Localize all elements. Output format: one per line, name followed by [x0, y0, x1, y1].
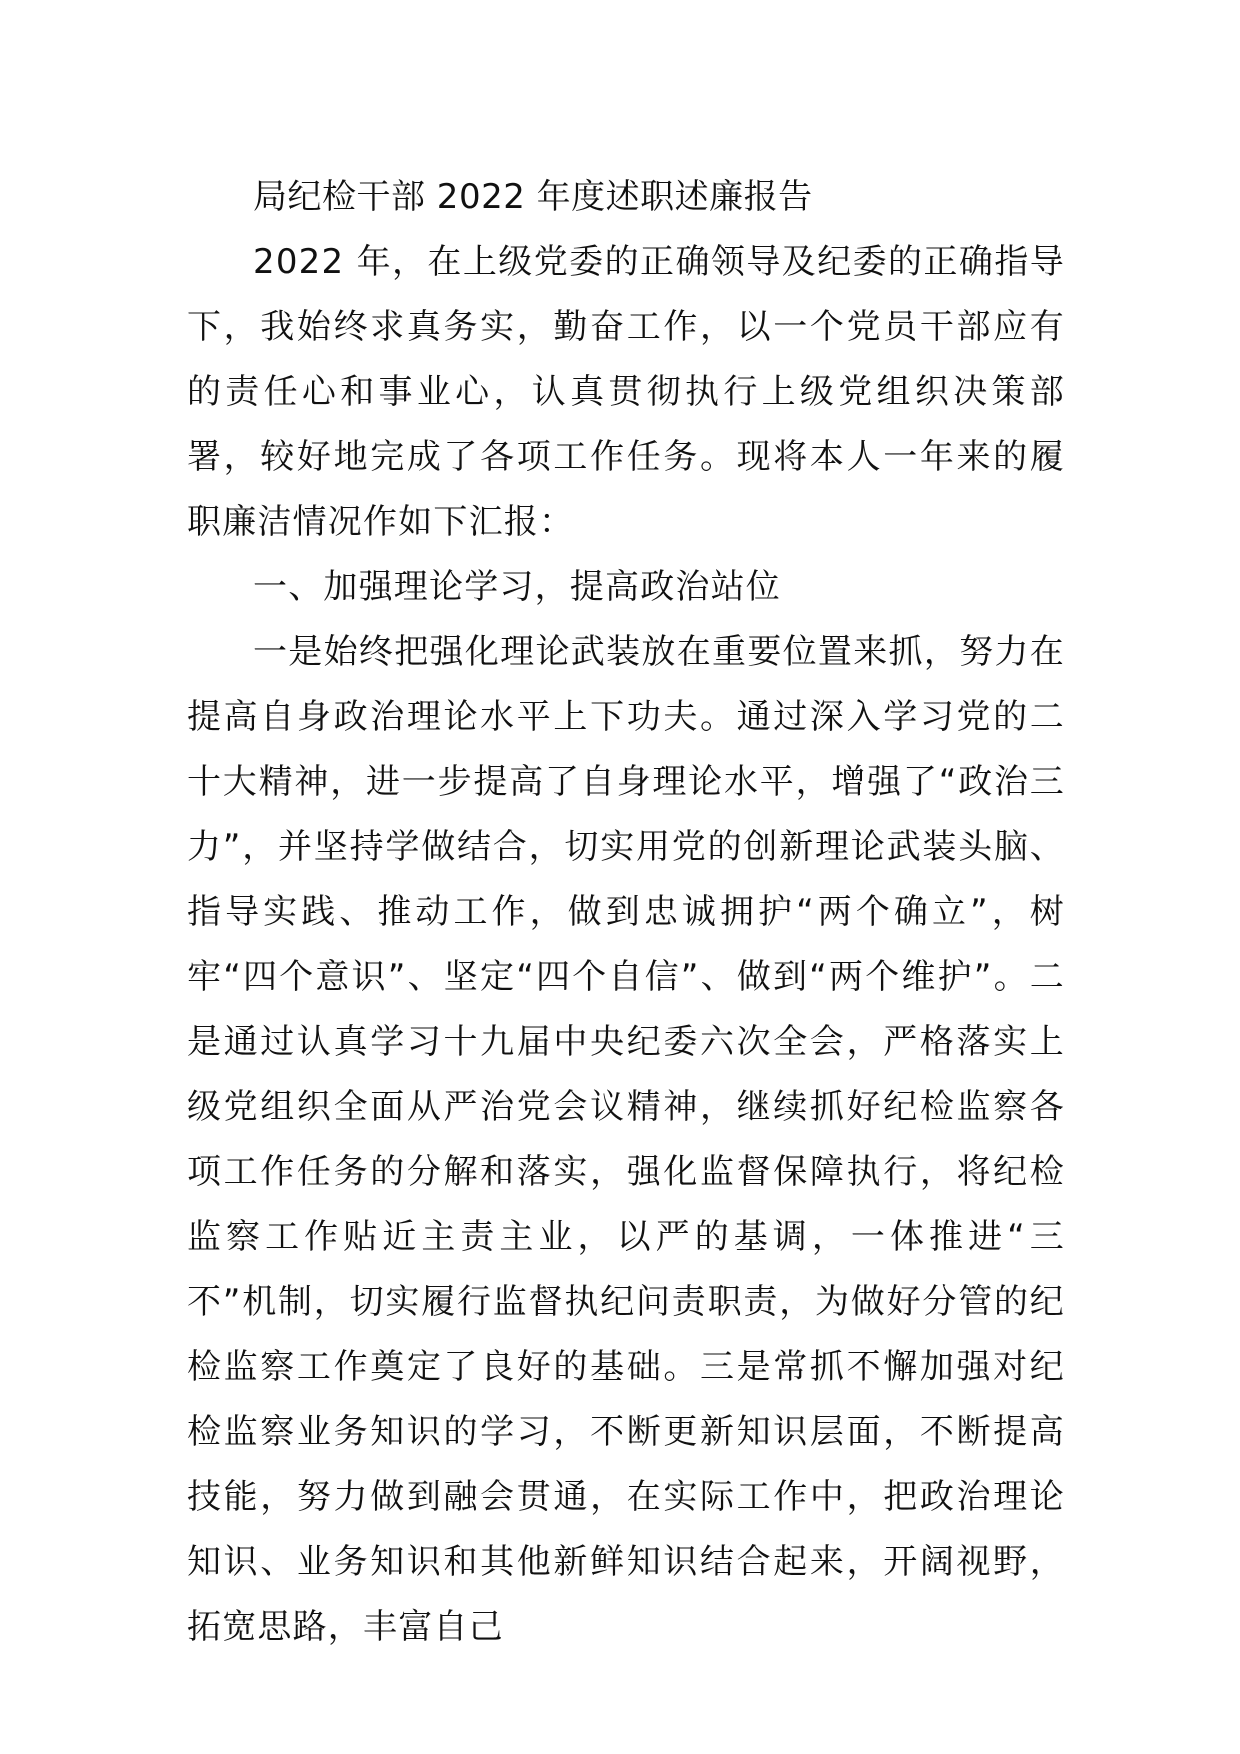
document-title: 局纪检干部 2022 年度述职述廉报告 [253, 177, 813, 217]
intro-paragraph: 2022 年，在上级党委的正确领导及纪委的正确指导下，我始终求真务实，勤奋工作，以一个党员干部应有的责任心和事业心，认真贯彻执行上级党组织决策部署，较好地完成了各项工作任务。现将本人一年来的履职廉洁情况作如下汇报： [187, 242, 1065, 542]
section-heading: 一、加强理论学习，提高政治站位 [253, 567, 781, 607]
section-paragraph: 一是始终把强化理论武装放在重要位置来抓，努力在提高自身政治理论水平上下功夫。通过深入学习党的二十大精神，进一步提高了自身理论水平，增强了“政治三力”，并坚持学做结合，切实用党的创新理论武装头脑、指导实践、推动工作，做到忠诚拥护“两个确立”，树牢“四个意识”、坚定“四个自信”、做到“两个维护”。二是通过认真学习十九届中央纪委六次全会，严格落实上级党组织全面从严治党会议精神，继续抓好纪检监察各项工作任务的分解和落实，强化监督保障执行，将纪检监察工作贴近主责主业，以严的基调，一体推进“三不”机制，切实履行监督执纪问责职责，为做好分管的纪检监察工作奠定了良好的基础。三是常抓不懈加强对纪检监察业务知识的学习，不断更新知识层面，不断提高技能，努力做到融会贯通，在实际工作中，把政治理论知识、业务知识和其他新鲜知识结合起来，开阔视野，拓宽思路，丰富自己 [187, 632, 1065, 1647]
document-body [187, 165, 1065, 1660]
